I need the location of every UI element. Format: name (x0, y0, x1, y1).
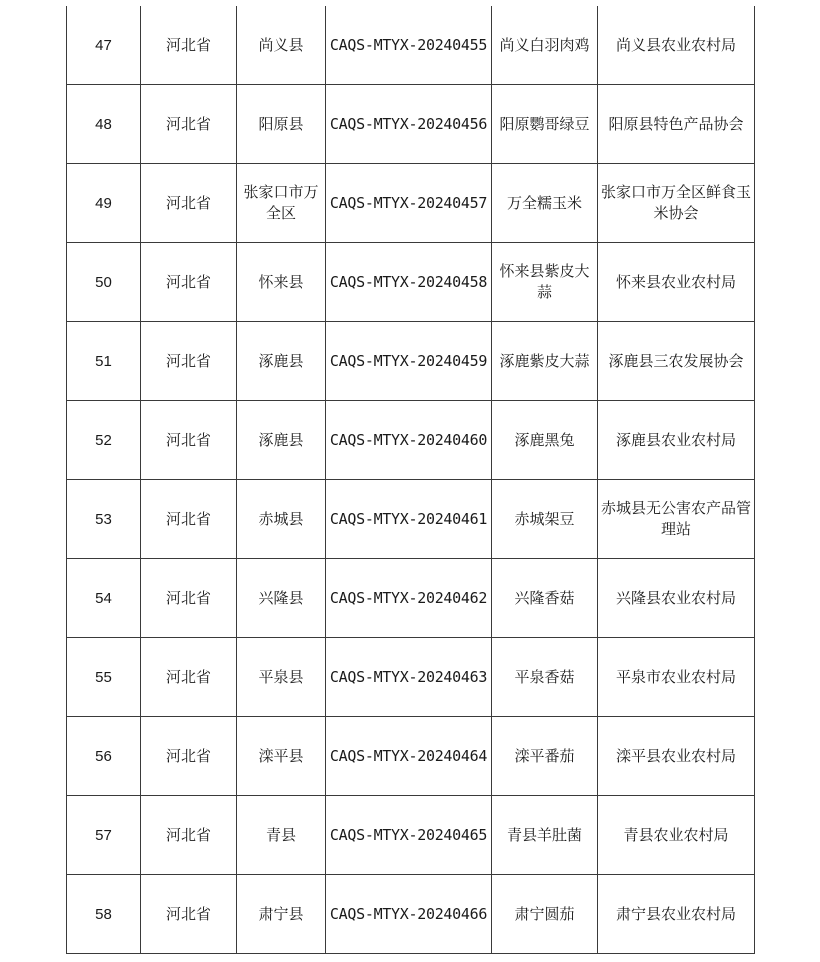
county-cell: 涿鹿县 (237, 322, 326, 401)
product-name-cell: 赤城架豆 (492, 480, 598, 559)
certificate-code-cell: CAQS-MTYX-20240460 (326, 401, 492, 480)
product-name-cell: 怀来县紫皮大蒜 (492, 243, 598, 322)
product-name-cell: 涿鹿黑兔 (492, 401, 598, 480)
province-cell: 河北省 (141, 796, 237, 875)
certificate-code-cell: CAQS-MTYX-20240459 (326, 322, 492, 401)
table-row (67, 401, 755, 480)
county-cell: 涿鹿县 (237, 401, 326, 480)
applicant-org-cell: 赤城县无公害农产品管理站 (598, 480, 755, 559)
province-cell: 河北省 (141, 6, 237, 85)
table-row (67, 638, 755, 717)
product-name-cell: 肃宁圆茄 (492, 875, 598, 954)
province-cell: 河北省 (141, 164, 237, 243)
county-cell: 平泉县 (237, 638, 326, 717)
row-number-cell: 48 (67, 85, 141, 164)
product-name-cell: 兴隆香菇 (492, 559, 598, 638)
row-number-cell: 51 (67, 322, 141, 401)
row-number-cell: 49 (67, 164, 141, 243)
row-number-cell: 50 (67, 243, 141, 322)
product-name-cell: 万全糯玉米 (492, 164, 598, 243)
province-cell: 河北省 (141, 243, 237, 322)
table-row (67, 164, 755, 243)
applicant-org-cell: 怀来县农业农村局 (598, 243, 755, 322)
certificate-code-cell: CAQS-MTYX-20240455 (326, 6, 492, 85)
table-row (67, 85, 755, 164)
row-number-cell: 52 (67, 401, 141, 480)
certificate-code-cell: CAQS-MTYX-20240458 (326, 243, 492, 322)
certificate-code-cell: CAQS-MTYX-20240465 (326, 796, 492, 875)
applicant-org-cell: 张家口市万全区鲜食玉米协会 (598, 164, 755, 243)
certificate-code-cell: CAQS-MTYX-20240457 (326, 164, 492, 243)
county-cell: 怀来县 (237, 243, 326, 322)
province-cell: 河北省 (141, 559, 237, 638)
county-cell: 兴隆县 (237, 559, 326, 638)
row-number-cell: 58 (67, 875, 141, 954)
province-cell: 河北省 (141, 85, 237, 164)
county-cell: 尚义县 (237, 6, 326, 85)
applicant-org-cell: 涿鹿县三农发展协会 (598, 322, 755, 401)
province-cell: 河北省 (141, 875, 237, 954)
product-name-cell: 平泉香菇 (492, 638, 598, 717)
certificate-code-cell: CAQS-MTYX-20240462 (326, 559, 492, 638)
county-cell: 阳原县 (237, 85, 326, 164)
table-row (67, 875, 755, 954)
applicant-org-cell: 滦平县农业农村局 (598, 717, 755, 796)
certificate-code-cell: CAQS-MTYX-20240464 (326, 717, 492, 796)
certificate-code-cell: CAQS-MTYX-20240466 (326, 875, 492, 954)
row-number-cell: 56 (67, 717, 141, 796)
county-cell: 青县 (237, 796, 326, 875)
registry-table (66, 6, 755, 954)
province-cell: 河北省 (141, 717, 237, 796)
county-cell: 滦平县 (237, 717, 326, 796)
row-number-cell: 54 (67, 559, 141, 638)
row-number-cell: 57 (67, 796, 141, 875)
province-cell: 河北省 (141, 480, 237, 559)
county-cell: 张家口市万全区 (237, 164, 326, 243)
table-row (67, 6, 755, 85)
county-cell: 肃宁县 (237, 875, 326, 954)
applicant-org-cell: 涿鹿县农业农村局 (598, 401, 755, 480)
county-cell: 赤城县 (237, 480, 326, 559)
product-name-cell: 滦平番茄 (492, 717, 598, 796)
province-cell: 河北省 (141, 322, 237, 401)
product-name-cell: 阳原鹦哥绿豆 (492, 85, 598, 164)
applicant-org-cell: 青县农业农村局 (598, 796, 755, 875)
applicant-org-cell: 尚义县农业农村局 (598, 6, 755, 85)
product-name-cell: 尚义白羽肉鸡 (492, 6, 598, 85)
certificate-code-cell: CAQS-MTYX-20240461 (326, 480, 492, 559)
table-row (67, 322, 755, 401)
province-cell: 河北省 (141, 401, 237, 480)
table-row (67, 243, 755, 322)
applicant-org-cell: 阳原县特色产品协会 (598, 85, 755, 164)
table-row (67, 480, 755, 559)
product-name-cell: 青县羊肚菌 (492, 796, 598, 875)
row-number-cell: 53 (67, 480, 141, 559)
certificate-code-cell: CAQS-MTYX-20240456 (326, 85, 492, 164)
applicant-org-cell: 兴隆县农业农村局 (598, 559, 755, 638)
certificate-code-cell: CAQS-MTYX-20240463 (326, 638, 492, 717)
applicant-org-cell: 肃宁县农业农村局 (598, 875, 755, 954)
row-number-cell: 47 (67, 6, 141, 85)
table-row (67, 717, 755, 796)
table-row (67, 796, 755, 875)
table-row (67, 559, 755, 638)
product-name-cell: 涿鹿紫皮大蒜 (492, 322, 598, 401)
province-cell: 河北省 (141, 638, 237, 717)
row-number-cell: 55 (67, 638, 141, 717)
table-body (67, 6, 755, 954)
applicant-org-cell: 平泉市农业农村局 (598, 638, 755, 717)
